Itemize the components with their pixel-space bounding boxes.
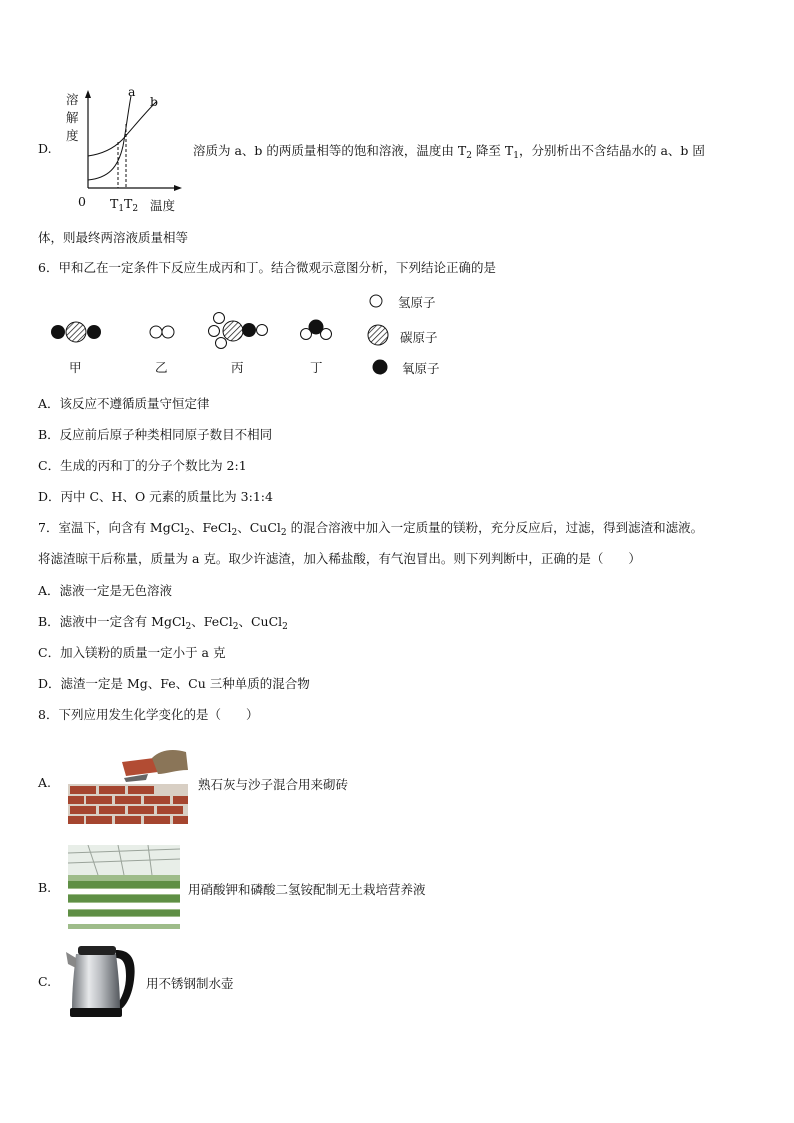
y-label-1: 溶 (66, 92, 79, 107)
molecule-yi (150, 326, 174, 338)
legend-hydrogen-symbol (370, 295, 382, 307)
legend-oxygen-symbol (373, 360, 388, 375)
molecule-bing (209, 313, 268, 349)
x-axis-arrow (174, 185, 182, 191)
molecule-label-jia: 甲 (69, 360, 82, 375)
q5-option-d-letter: D. (38, 141, 52, 156)
q8-option-b-letter: B. (38, 880, 52, 895)
curve-a (88, 96, 131, 180)
origin-label: 0 (78, 194, 86, 209)
y-axis-arrow (85, 90, 91, 98)
q8-option-a-text: 熟石灰与沙子混合用来砌砖 (198, 777, 349, 792)
q5-option-d-text: 溶质为 a、b 的两质量相等的饱和溶液，温度由 $T_2$ 降至 $T_1$，分别析出不含结晶水的 a、b 固 (193, 143, 705, 161)
q8-option-a-letter: A. (38, 775, 52, 790)
q8-option-c-letter: C. (38, 974, 52, 989)
legend-carbon-symbol (368, 325, 388, 345)
stainless-kettle-image (64, 940, 138, 1020)
t1-label: $T_1$ (110, 196, 125, 214)
q7-stem-line-2: 将滤渣晾干后称量，质量为 a 克。取少许滤渣，加入稀盐酸，有气泡冒出。则下列判断中，正确的是（ ） (38, 551, 641, 566)
y-label-2: 解 (66, 110, 79, 125)
q7-option-b: B．滤液中一定含有 MgCl$_2$、FeCl$_2$、CuCl$_2$ (38, 614, 288, 632)
x-axis-label: 温度 (150, 198, 176, 213)
bricklaying-image (68, 744, 188, 824)
molecule-label-bing: 丙 (231, 360, 244, 375)
q6-option-a: A．该反应不遵循质量守恒定律 (38, 396, 210, 411)
molecule-ding (301, 320, 332, 340)
q8-option-c-text: 用不锈钢制水壶 (146, 976, 234, 991)
q6-stem: 6．甲和乙在一定条件下反应生成丙和丁。结合微观示意图分析，下列结论正确的是 (38, 260, 496, 275)
molecule-diagram-svg (38, 290, 458, 380)
q7-option-a: A．滤液一定是无色溶液 (38, 583, 173, 598)
q6-option-d: D．丙中 C、H、O 元素的质量比为 3:1:4 (38, 489, 273, 504)
curve-b-label: b (150, 94, 159, 109)
greenhouse-image (68, 845, 180, 929)
solubility-graph (60, 84, 190, 214)
q7-stem-line-1: 7．室温下，向含有 MgCl$_2$、FeCl$_2$、CuCl$_2$ 的混合溶液中加入一定质量的镁粉，充分反应后，过滤，得到滤渣和滤液。 (38, 520, 704, 538)
molecule-jia (51, 322, 101, 342)
q5-option-d-continuation: 体，则最终两溶液质量相等 (38, 230, 189, 245)
curve-a-label: a (128, 84, 136, 99)
molecule-label-ding: 丁 (310, 360, 323, 375)
legend-oxygen-label: 氧原子 (402, 361, 440, 376)
y-label-3: 度 (66, 128, 79, 143)
t2-label: $T_2$ (124, 196, 139, 214)
q8-stem: 8．下列应用发生化学变化的是（ ） (38, 707, 259, 722)
curve-b (88, 102, 156, 156)
q6-option-c: C．生成的丙和丁的分子个数比为 2:1 (38, 458, 247, 473)
legend-hydrogen-label: 氢原子 (398, 295, 436, 310)
legend-carbon-label: 碳原子 (400, 330, 438, 345)
molecule-diagram (38, 290, 458, 380)
q7-option-d: D．滤渣一定是 Mg、Fe、Cu 三种单质的混合物 (38, 676, 310, 691)
q8-option-b-text: 用硝酸钾和磷酸二氢铵配制无土栽培营养液 (188, 882, 426, 897)
molecule-label-yi: 乙 (155, 360, 168, 375)
q7-option-c: C．加入镁粉的质量一定小于 a 克 (38, 645, 226, 660)
q6-option-b: B．反应前后原子种类相同原子数目不相同 (38, 427, 273, 442)
